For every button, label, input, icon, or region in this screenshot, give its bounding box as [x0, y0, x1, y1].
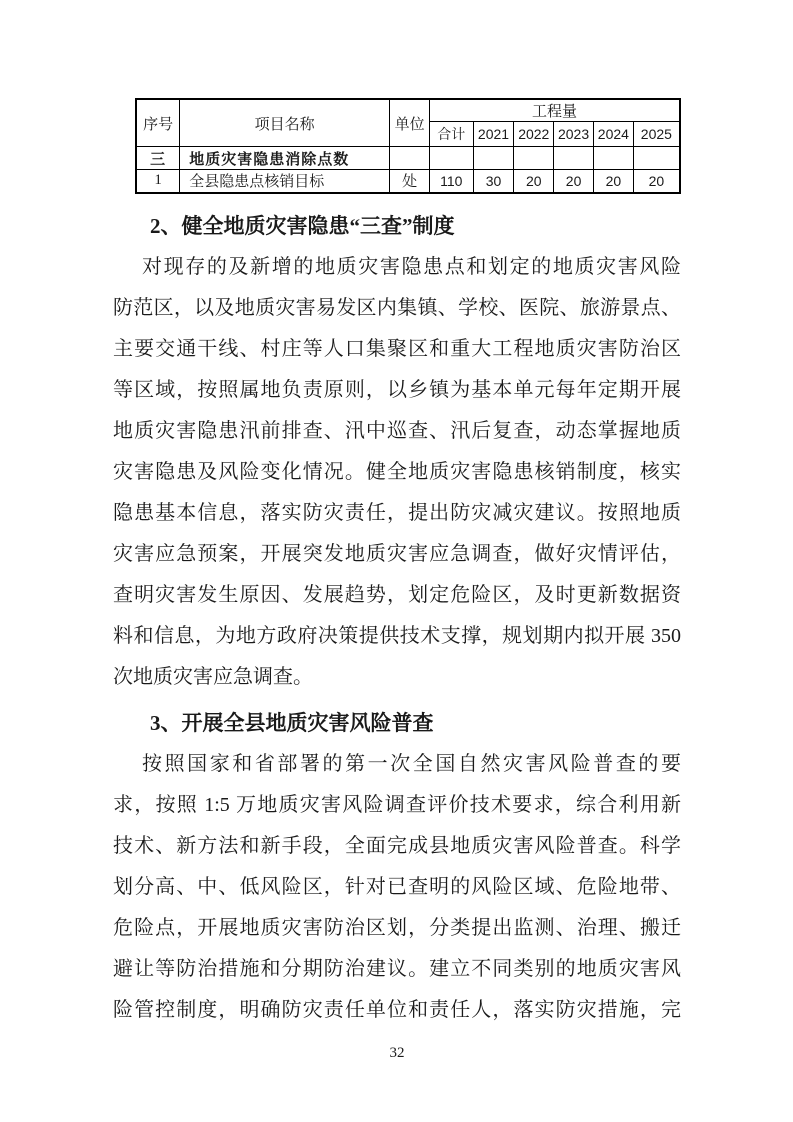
section-2 — [113, 206, 681, 698]
project-quantity-table — [135, 98, 681, 194]
section-3-paragraph — [113, 744, 681, 1031]
paragraph-line: 查明灾害发生原因、发展趋势，划定危险区，及时更新数据资 — [113, 583, 681, 606]
cell-unit: 处 — [390, 170, 430, 193]
cell-seq: 三 — [136, 147, 180, 170]
cell-total — [429, 147, 473, 170]
cell-2022 — [514, 147, 554, 170]
cell-2025: 20 — [633, 170, 680, 193]
paragraph-line: 对现存的及新增的地质灾害隐患点和划定的地质灾害风险 — [142, 255, 681, 278]
cell-2023: 20 — [554, 170, 594, 193]
paragraph-line: 等区域，按照属地负责原则，以乡镇为基本单元每年定期开展 — [113, 378, 681, 401]
paragraph-line: 防范区，以及地质灾害易发区内集镇、学校、医院、旅游景点、 — [113, 296, 681, 319]
table-row — [136, 147, 680, 170]
table-header-row-1 — [136, 99, 680, 122]
section-3 — [113, 703, 681, 1031]
paragraph-line: 灾害应急预案，开展突发地质灾害应急调查，做好灾情评估， — [113, 542, 681, 565]
paragraph-line: 避让等防治措施和分期防治建议。建立不同类别的地质灾害风 — [113, 957, 681, 980]
cell-2023 — [554, 147, 594, 170]
document-body — [113, 206, 681, 1031]
paragraph-line: 地质灾害隐患汛前排查、汛中巡查、汛后复查，动态掌握地质 — [113, 419, 681, 442]
paragraph-line: 料和信息，为地方政府决策提供技术支撑，规划期内拟开展 350 — [113, 624, 681, 647]
paragraph-line: 求，按照 1:5 万地质灾害风险调查评价技术要求，综合利用新 — [113, 793, 681, 816]
header-year: 2023 — [554, 122, 594, 147]
paragraph-line: 灾害隐患及风险变化情况。健全地质灾害隐患核销制度，核实 — [113, 460, 681, 483]
cell-2021: 30 — [473, 170, 514, 193]
header-unit: 单位 — [390, 99, 430, 147]
cell-seq: 1 — [136, 170, 180, 193]
header-quantity: 工程量 — [429, 99, 680, 122]
cell-name: 地质灾害隐患消除点数 — [180, 147, 390, 170]
page-number: 32 — [389, 1044, 405, 1061]
header-year: 2022 — [514, 122, 554, 147]
section-2-paragraph — [113, 247, 681, 698]
header-year: 合计 — [429, 122, 473, 147]
table-row — [136, 170, 680, 193]
header-seq: 序号 — [136, 99, 180, 147]
paragraph-line: 主要交通干线、村庄等人口集聚区和重大工程地质灾害防治区 — [113, 337, 681, 360]
cell-total: 110 — [429, 170, 473, 193]
cell-2025 — [633, 147, 680, 170]
section-2-heading: 2、健全地质灾害隐患“三查”制度 — [150, 213, 455, 238]
paragraph-line: 按照国家和省部署的第一次全国自然灾害风险普查的要 — [142, 752, 681, 775]
header-year: 2021 — [473, 122, 514, 147]
paragraph-line: 次地质灾害应急调查。 — [113, 665, 313, 688]
cell-name: 全县隐患点核销目标 — [180, 170, 390, 193]
cell-2024 — [593, 147, 633, 170]
cell-2024: 20 — [593, 170, 633, 193]
cell-unit — [390, 147, 430, 170]
header-year: 2025 — [633, 122, 680, 147]
header-name: 项目名称 — [180, 99, 390, 147]
paragraph-line: 险管控制度，明确防灾责任单位和责任人，落实防灾措施，完 — [113, 998, 681, 1021]
header-year: 2024 — [593, 122, 633, 147]
paragraph-line: 隐患基本信息，落实防灾责任，提出防灾减灾建议。按照地质 — [113, 501, 681, 524]
paragraph-line: 技术、新方法和新手段，全面完成县地质灾害风险普查。科学 — [113, 834, 681, 857]
cell-2021 — [473, 147, 514, 170]
cell-2022: 20 — [514, 170, 554, 193]
section-3-heading: 3、开展全县地质灾害风险普查 — [150, 710, 434, 735]
paragraph-line: 危险点，开展地质灾害防治区划，分类提出监测、治理、搬迁 — [113, 916, 681, 939]
paragraph-line: 划分高、中、低风险区，针对已查明的风险区域、危险地带、 — [113, 875, 681, 898]
